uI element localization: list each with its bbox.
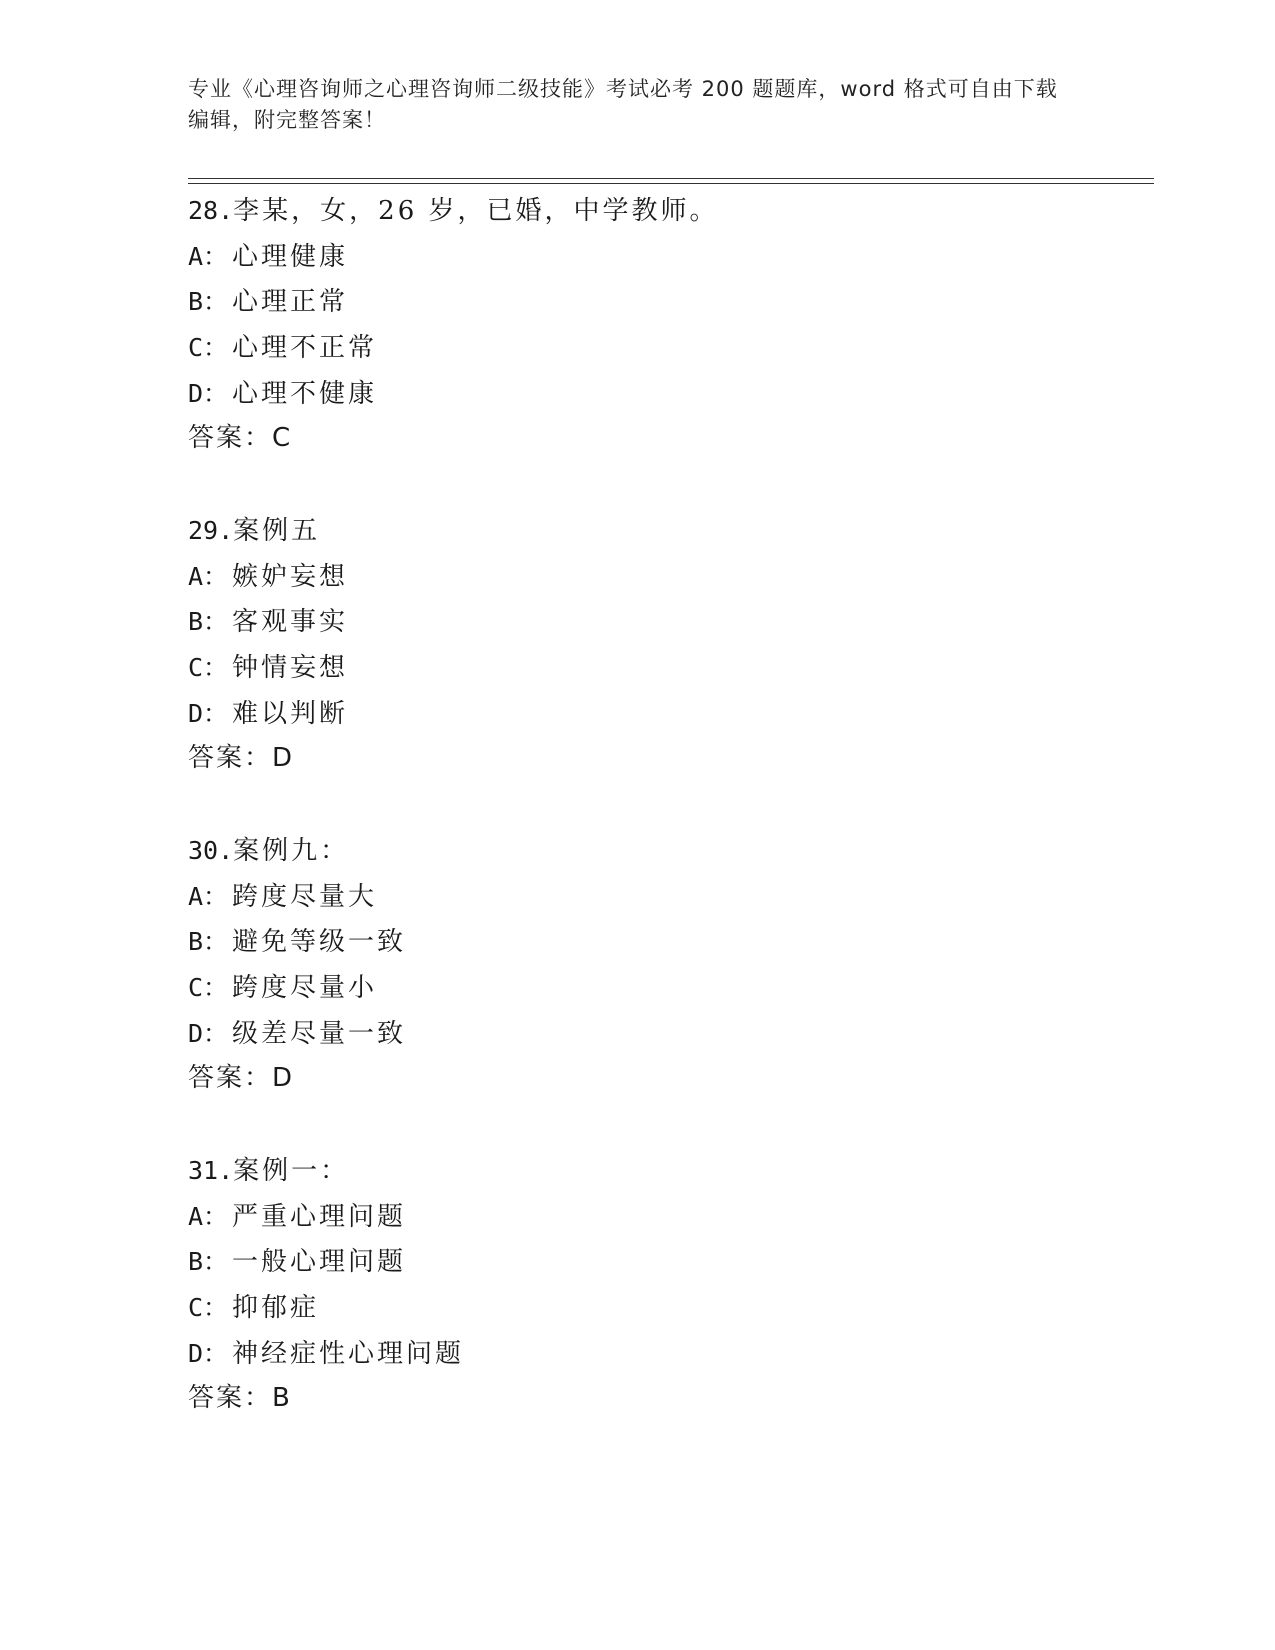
option-d: [188, 371, 1148, 417]
option-a: [188, 234, 1148, 280]
answer-line: 答案：D: [188, 743, 295, 774]
option-key: B：: [188, 1247, 229, 1277]
option-b: [188, 919, 1148, 965]
question-number: 30.: [188, 836, 234, 865]
option-d: [188, 1011, 1148, 1057]
option-key: B：: [188, 927, 229, 957]
answer-line: 答案：C: [188, 423, 293, 454]
option-c: [188, 645, 1148, 691]
option-a: [188, 1194, 1148, 1240]
option-text: 跨度尽量大: [232, 881, 378, 912]
option-text: 心理正常: [232, 287, 349, 318]
option-text: 一般心理问题: [232, 1247, 407, 1278]
option-c: [188, 965, 1148, 1011]
question-number: 31.: [188, 1156, 234, 1185]
option-key: C：: [188, 333, 229, 363]
question-text: 案例九：: [233, 836, 350, 866]
option-d: [188, 691, 1148, 737]
document-intro: 专业《心理咨询师之心理咨询师二级技能》考试必考 200 题题库，word 格式可自由下载编辑，附完整答案！: [188, 77, 1058, 132]
option-key: B：: [188, 607, 229, 637]
question-number: 29.: [188, 516, 234, 545]
option-text: 嫉妒妄想: [232, 561, 349, 592]
option-a: [188, 554, 1148, 600]
question-stem: [188, 508, 1148, 554]
header-divider-top: [188, 178, 1154, 179]
option-b: [188, 1239, 1148, 1285]
option-key: A：: [188, 561, 229, 591]
answer-line: 答案：B: [188, 1383, 292, 1414]
option-text: 心理不正常: [232, 333, 378, 364]
option-text: 跨度尽量小: [232, 973, 378, 1004]
option-text: 级差尽量一致: [232, 1018, 407, 1049]
option-text: 心理健康: [232, 241, 349, 272]
question-number: 28.: [188, 196, 234, 225]
option-a: [188, 874, 1148, 920]
question-text: 案例一：: [233, 1156, 350, 1186]
question-list: [188, 188, 1148, 1468]
option-key: D：: [188, 698, 229, 728]
option-key: A：: [188, 241, 229, 271]
question-stem: [188, 828, 1148, 874]
answer-line: 答案：D: [188, 1063, 295, 1094]
option-c: [188, 1285, 1148, 1331]
option-text: 严重心理问题: [232, 1201, 407, 1232]
option-b: [188, 599, 1148, 645]
question-29: [188, 508, 1148, 828]
question-text: 李某，女，26 岁，已婚，中学教师。: [233, 196, 719, 226]
question-30: [188, 828, 1148, 1148]
option-text: 钟情妄想: [232, 653, 349, 684]
question-28: [188, 188, 1148, 508]
option-key: D：: [188, 1338, 229, 1368]
option-text: 避免等级一致: [232, 927, 407, 958]
option-key: D：: [188, 1018, 229, 1048]
option-key: D：: [188, 378, 229, 408]
option-b: [188, 279, 1148, 325]
option-text: 神经症性心理问题: [232, 1338, 465, 1369]
option-key: A：: [188, 881, 229, 911]
option-text: 抑郁症: [232, 1293, 320, 1324]
question-text: 案例五: [233, 516, 321, 546]
option-key: C：: [188, 973, 229, 1003]
option-text: 心理不健康: [232, 378, 378, 409]
option-text: 难以判断: [232, 698, 349, 729]
question-stem: [188, 188, 1148, 234]
option-key: A：: [188, 1201, 229, 1231]
header-divider-bottom: [188, 183, 1154, 184]
option-key: C：: [188, 1293, 229, 1323]
option-c: [188, 325, 1148, 371]
question-31: [188, 1148, 1148, 1468]
option-text: 客观事实: [232, 607, 349, 638]
option-key: B：: [188, 287, 229, 317]
question-stem: [188, 1148, 1148, 1194]
option-d: [188, 1331, 1148, 1377]
option-key: C：: [188, 653, 229, 683]
